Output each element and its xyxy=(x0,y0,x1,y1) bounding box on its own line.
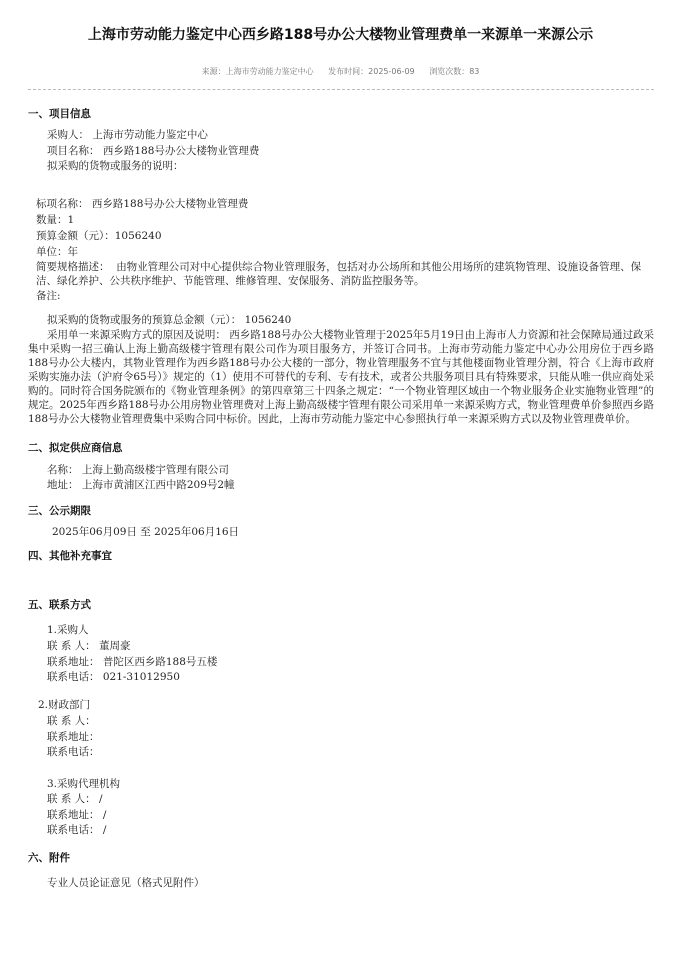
contact-finance-phone: 联系电话： xyxy=(47,746,100,758)
section-heading-other: 四、其他补充事宜 xyxy=(28,550,112,562)
spec-text: 由物业管理公司对中心提供综合物业管理服务，包括对办公场所和其他公用场所的建筑物管理、设施设备管理、保洁、绿化养护、公共秩序维护、节能管理、维修管理、安保服务、消防监控服务等。 xyxy=(36,261,642,287)
contact-purchaser-phone: 联系电话： 021-31012950 xyxy=(47,671,180,683)
section-heading-supplier: 二、拟定供应商信息 xyxy=(28,442,123,454)
remark-line: 备注: xyxy=(36,290,61,302)
header-divider xyxy=(28,89,654,90)
lot-name-line: 标项名称： 西乡路188号办公大楼物业管理费 xyxy=(36,198,249,210)
contact-agency-person: 联 系 人： / xyxy=(47,793,103,805)
contact-agency-address: 联系地址： / xyxy=(47,809,107,821)
reason-paragraph: 采用单一来源采购方式的原因及说明： 西乡路188号办公大楼物业管理于2025年5月19日由上海市人力资源和社会保障局通过政采集中采购一招三确认上海上勤高级楼宇管理有限公司作为项目服务方，并签订合同书。上海市劳动能力鉴定中心办公用房位于西乡路188号办公大楼内，其物业管理作为西乡路188号办公大楼的一部分，物业管理服务不宜与其他楼面物业管理分割，符合《上海市政府采购实施办法（沪府令65号）》规定的（1）使用不可替代的专利、专有技术，或者公共服务项目具有特殊要求，只能从唯一供应商处采购的。同时符合国务院颁布的《物业管理条例》的第四章第三十四条之规定：“一个物业管理区域由一个物业服务企业实施物业管理”的规定。2025年西乡路188号办公用房物业管理费对上海上勤高级楼宇管理有限公司采用单一来源采购方式，物业管理费单价参照西乡路188号办公大楼物业管理费集中采购合同中标价。因此，上海市劳动能力鉴定中心参照执行单一来源采购方式以及物业管理费单价。 xyxy=(28,329,654,425)
contact-agency-phone: 联系电话： / xyxy=(47,824,107,836)
section-heading-period: 三、公示期限 xyxy=(28,505,91,517)
project-name-line: 项目名称： 西乡路188号办公大楼物业管理费 xyxy=(47,145,260,157)
attachment-item: 专业人员论证意见（格式见附件） xyxy=(47,877,205,889)
contact-finance-person: 联 系 人： xyxy=(47,715,96,727)
supplier-address-line: 地址： 上海市黄浦区江西中路209号2幢 xyxy=(47,479,235,491)
period-range: 2025年06月09日 至 2025年06月16日 xyxy=(52,526,240,538)
section-heading-attachment: 六、附件 xyxy=(28,852,70,864)
contact-agency-title: 3.采购代理机构 xyxy=(47,778,121,790)
quantity-line: 数量：1 xyxy=(36,214,75,226)
unit-line: 单位：年 xyxy=(36,246,78,258)
article-meta xyxy=(0,66,681,77)
source-label: 来源：上海市劳动能力鉴定中心 xyxy=(201,67,314,76)
publish-time: 发布时间：2025-06-09 xyxy=(328,67,415,76)
budget-line: 预算金额（元）：1056240 xyxy=(36,230,162,242)
contact-purchaser-title: 1.采购人 xyxy=(47,624,89,636)
contact-purchaser-address: 联系地址： 普陀区西乡路188号五楼 xyxy=(47,656,218,668)
total-budget-line: 拟采购的货物或服务的预算总金额（元）： 1056240 xyxy=(47,314,292,326)
spec-label: 简要规格描述： xyxy=(36,261,110,273)
page-title: 上海市劳动能力鉴定中心西乡路188号办公大楼物业管理费单一来源单一来源公示 xyxy=(87,27,594,43)
spec-paragraph xyxy=(36,260,656,288)
goods-intro-line: 拟采购的货物或服务的说明： xyxy=(47,160,184,172)
purchaser-line: 采购人： 上海市劳动能力鉴定中心 xyxy=(47,129,208,141)
section-heading-project: 一、项目信息 xyxy=(28,108,91,120)
contact-finance-address: 联系地址： xyxy=(47,731,100,743)
contact-finance-title: 2.财政部门 xyxy=(38,699,91,711)
supplier-name-line: 名称： 上海上勤高级楼宇管理有限公司 xyxy=(47,464,229,476)
contact-purchaser-person: 联 系 人： 董周豪 xyxy=(47,640,131,652)
view-count: 浏览次数：83 xyxy=(429,67,480,76)
section-heading-contact: 五、联系方式 xyxy=(28,599,91,611)
